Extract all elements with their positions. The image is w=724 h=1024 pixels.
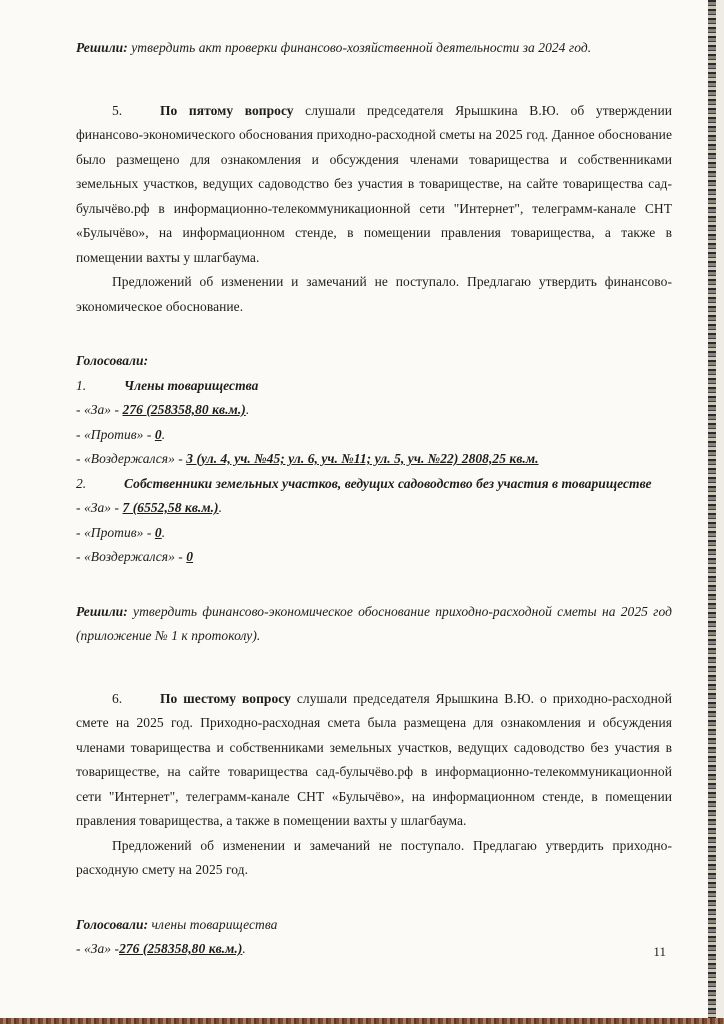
item-title: По шестому вопросу: [160, 690, 291, 706]
vote-value: 0: [186, 549, 194, 564]
vote-heading: Голосовали:: [76, 353, 149, 368]
item-number: 5.: [112, 102, 123, 118]
vote-for-line: - «За» - 7 (6552,58 кв.м.).: [76, 500, 223, 515]
vote-value: 3 (ул. 4, уч. №45; ул. 6, уч. №11; ул. 5, уч. №22) 2808,25 кв.м.: [186, 451, 539, 466]
group-number: 2.: [76, 475, 87, 491]
vote-against-line: - «Против» - 0.: [76, 426, 166, 442]
vote-6-for-line: - «За» -276 (258358,80 кв.м.).: [76, 941, 246, 956]
resolution-label: Решили:: [76, 603, 128, 619]
page-number: 11: [653, 944, 666, 959]
item-6: [76, 687, 672, 834]
item-5: [76, 99, 672, 271]
vote-group-2: [76, 472, 672, 497]
vote-value: 0: [154, 426, 162, 442]
resolution-label: Решили:: [76, 40, 128, 55]
resolution-5: [76, 600, 672, 649]
item-number: 6.: [112, 690, 123, 706]
vote-abstain-line: [76, 447, 672, 472]
vote-label: - «За» -: [76, 500, 123, 515]
vote-for-line: - «За» - 276 (258358,80 кв.м.).: [76, 402, 250, 417]
vote-label: - «Против» -: [76, 426, 155, 442]
vote-label: - «Воздержался» -: [76, 549, 187, 564]
page-bottom-edge: [0, 1018, 724, 1024]
vote-abstain-line: [76, 545, 672, 570]
vote-heading-rest: члены товарищества: [148, 916, 278, 932]
vote-heading-label: Голосовали:: [76, 916, 149, 932]
vote-6-heading: [76, 913, 672, 938]
vote-value: 276 (258358,80 кв.м.): [122, 402, 246, 417]
vote-label: - «Против» -: [76, 524, 155, 540]
item-5-proposal: Предложений об изменении и замечаний не поступало. Предлагаю утвердить финансово-экономическое обоснование.: [76, 274, 672, 314]
vote-against-line: - «Против» - 0.: [76, 524, 166, 540]
page-edge: [708, 0, 716, 1024]
item-title: По пятому вопросу: [160, 102, 294, 118]
item-6-proposal: Предложений об изменении и замечаний не поступало. Предлагаю утвердить приходно-расходную смету на 2025 год.: [76, 837, 672, 877]
group-number: 1.: [76, 377, 87, 393]
item-text: слушали председателя Ярышкина В.Ю. об утверждении финансово-экономического обоснования приходно-расходной сметы на 2025 год. Данное обоснование было размещено для ознакомления и обсуждения членами товарищества и собственниками земельных участков, ведущих садоводство без участия в товариществе, на сайте товарищества сад-булычёво.рф в информационно-телекоммуникационной сети "Интернет", телеграмм-канале СНТ «Булычёво», на информационном стенде, в помещении правления товарищества, а также в помещении вахты у шлагбаума.: [76, 102, 672, 265]
resolution-text: утвердить акт проверки финансово-хозяйственной деятельности за 2024 год.: [127, 40, 592, 55]
item-text: слушали председателя Ярышкина В.Ю. о приходно-расходной смете на 2025 год. Приходно-расходная смета была размещена для ознакомления и обсуждения членами товарищества и собственниками земельных участков, ведущих садоводство без участия в товариществе, на сайте товарищества сад-булычёво.рф в информационно-телекоммуникационной сети "Интернет", телеграмм-канале СНТ «Булычёво», на информационном стенде, в помещении правления товарищества, а также в помещении вахты у шлагбаума.: [76, 690, 672, 828]
vote-value: 276 (258358,80 кв.м.): [119, 941, 243, 956]
vote-value: 0: [154, 524, 162, 540]
group-title: Собственники земельных участков, ведущих садоводство без участия в товариществе: [124, 475, 652, 491]
resolution-text: утвердить финансово-экономическое обоснование приходно-расходной сметы на 2025 год (приложение № 1 к протоколу).: [76, 603, 672, 643]
vote-label: - «За» -: [76, 941, 120, 956]
group-title: Члены товарищества: [124, 377, 259, 393]
vote-value: 7 (6552,58 кв.м.): [122, 500, 219, 515]
vote-label: - «Воздержался» -: [76, 451, 187, 466]
top-resolution: [76, 36, 672, 61]
vote-group-1: [76, 374, 672, 399]
vote-label: - «За» -: [76, 402, 123, 417]
